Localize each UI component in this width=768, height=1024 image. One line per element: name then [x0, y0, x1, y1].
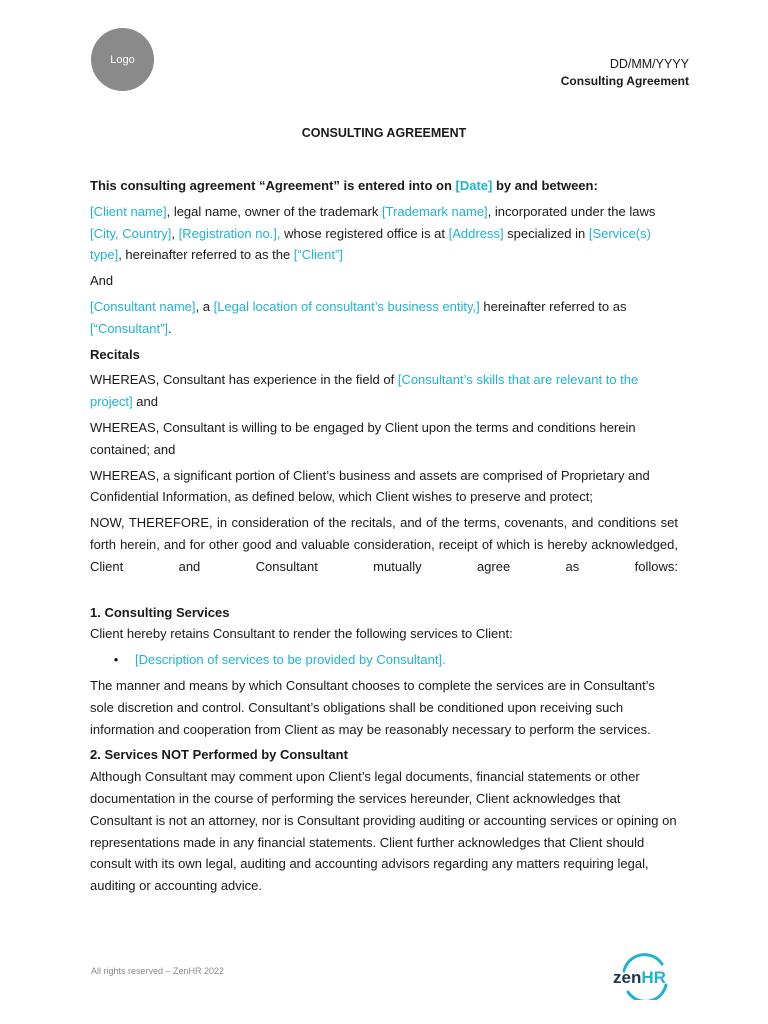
list-item: [90, 649, 678, 671]
logo-hr: HR: [641, 968, 666, 987]
consultant-text: hereinafter referred to as: [479, 298, 627, 314]
skills-placeholder: [Consultant’s skills that are relevant to the project]: [90, 372, 639, 410]
recitals-heading: Recitals: [90, 346, 140, 362]
client-text: ,: [171, 225, 179, 241]
bullet-icon: •: [113, 652, 119, 668]
registration-placeholder: [Registration no.],: [178, 225, 281, 241]
intro-paragraph: [90, 175, 678, 197]
intro-text-end: by and between:: [492, 178, 598, 193]
section-1-body: The manner and means by which Consultant chooses to complete the services are in Consultant’s sole discretion and control. Consultant’s obligations shall be conditioned upon receiving such information and cooperation from Client as may be reasonably necessary to perform the services.: [90, 677, 655, 737]
service-type-placeholder: [Service(s) type]: [90, 225, 651, 263]
whereas-text: WHEREAS, Consultant has experience in the field of: [90, 372, 398, 388]
client-paragraph: [90, 201, 678, 266]
client-text: , incorporated under the laws: [487, 203, 656, 219]
legal-location-placeholder: [Legal location of consultant’s business entity,]: [213, 298, 480, 314]
zenhr-logo: [610, 952, 680, 1000]
services-description-placeholder: [Description of services to be provided by Consultant].: [135, 652, 446, 668]
footer-copyright: All rights reserved – ZenHR 2022: [91, 966, 225, 976]
consultant-label-placeholder: [“Consultant”]: [90, 320, 169, 336]
whereas-1: [90, 369, 678, 413]
header-info: [561, 56, 689, 90]
client-text: whose registered office is at: [280, 225, 449, 241]
consultant-text: .: [168, 320, 172, 336]
whereas-text: and: [132, 394, 158, 410]
section-1-heading: 1. Consulting Services: [90, 604, 230, 620]
client-name-placeholder: [Client name]: [90, 203, 167, 219]
spacer: [90, 582, 678, 602]
header-doc-title: Consulting Agreement: [560, 74, 689, 88]
logo-wordmark: [613, 968, 666, 987]
section-1-intro: Client hereby retains Consultant to render the following services to Client:: [90, 626, 513, 642]
section-2-heading: 2. Services NOT Performed by Consultant: [90, 747, 348, 763]
consultant-text: , a: [195, 298, 214, 314]
logo-zen: zen: [613, 968, 642, 987]
intro-text: This consulting agreement “Agreement” is entered into on: [90, 178, 456, 193]
client-label-placeholder: [“Client”]: [293, 247, 343, 263]
logo-placeholder: [91, 28, 154, 91]
city-country-placeholder: [City, Country]: [90, 225, 172, 241]
address-placeholder: [Address]: [448, 225, 504, 241]
trademark-placeholder: [Trademark name]: [381, 203, 488, 219]
client-text: specialized in: [503, 225, 589, 241]
logo-arc-bottom: [628, 985, 666, 1000]
document-body: [90, 175, 678, 901]
whereas-2: WHEREAS, Consultant is willing to be engaged by Client upon the terms and conditions herein contained; and: [90, 419, 636, 457]
now-therefore-paragraph: NOW, THEREFORE, in consideration of the recitals, and of the terms, covenants, and conditions set forth herein, and for other good and valuable consideration, receipt of which is hereby acknowledged, Client and Consultant mutually agree as follows:: [90, 515, 678, 574]
header-date: DD/MM/YYYY: [609, 57, 689, 71]
date-placeholder: [Date]: [455, 178, 493, 193]
consultant-paragraph: [90, 296, 678, 340]
client-text: , hereinafter referred to as the: [118, 247, 294, 263]
consultant-name-placeholder: [Consultant name]: [90, 298, 196, 314]
logo-text: Logo: [110, 53, 135, 66]
document-title: CONSULTING AGREEMENT: [301, 126, 467, 140]
client-text: , legal name, owner of the trademark: [166, 203, 382, 219]
and-text: And: [90, 273, 114, 289]
whereas-3: WHEREAS, a significant portion of Client’s business and assets are comprised of Proprietary and Confidential Information, as defined below, which Client wishes to preserve and protect;: [90, 467, 650, 505]
section-2-body: Although Consultant may comment upon Client’s legal documents, financial statements or other documentation in the course of performing the services hereunder, Client acknowledges that Consultant is not an attorney, nor is Consultant providing auditing or accounting services or opining on representations made in any financial statements. Client further acknowledges that Client should consult with its own legal, auditing and accounting advisors regarding any matters requiring legal, auditing or accounting advice.: [90, 769, 677, 894]
